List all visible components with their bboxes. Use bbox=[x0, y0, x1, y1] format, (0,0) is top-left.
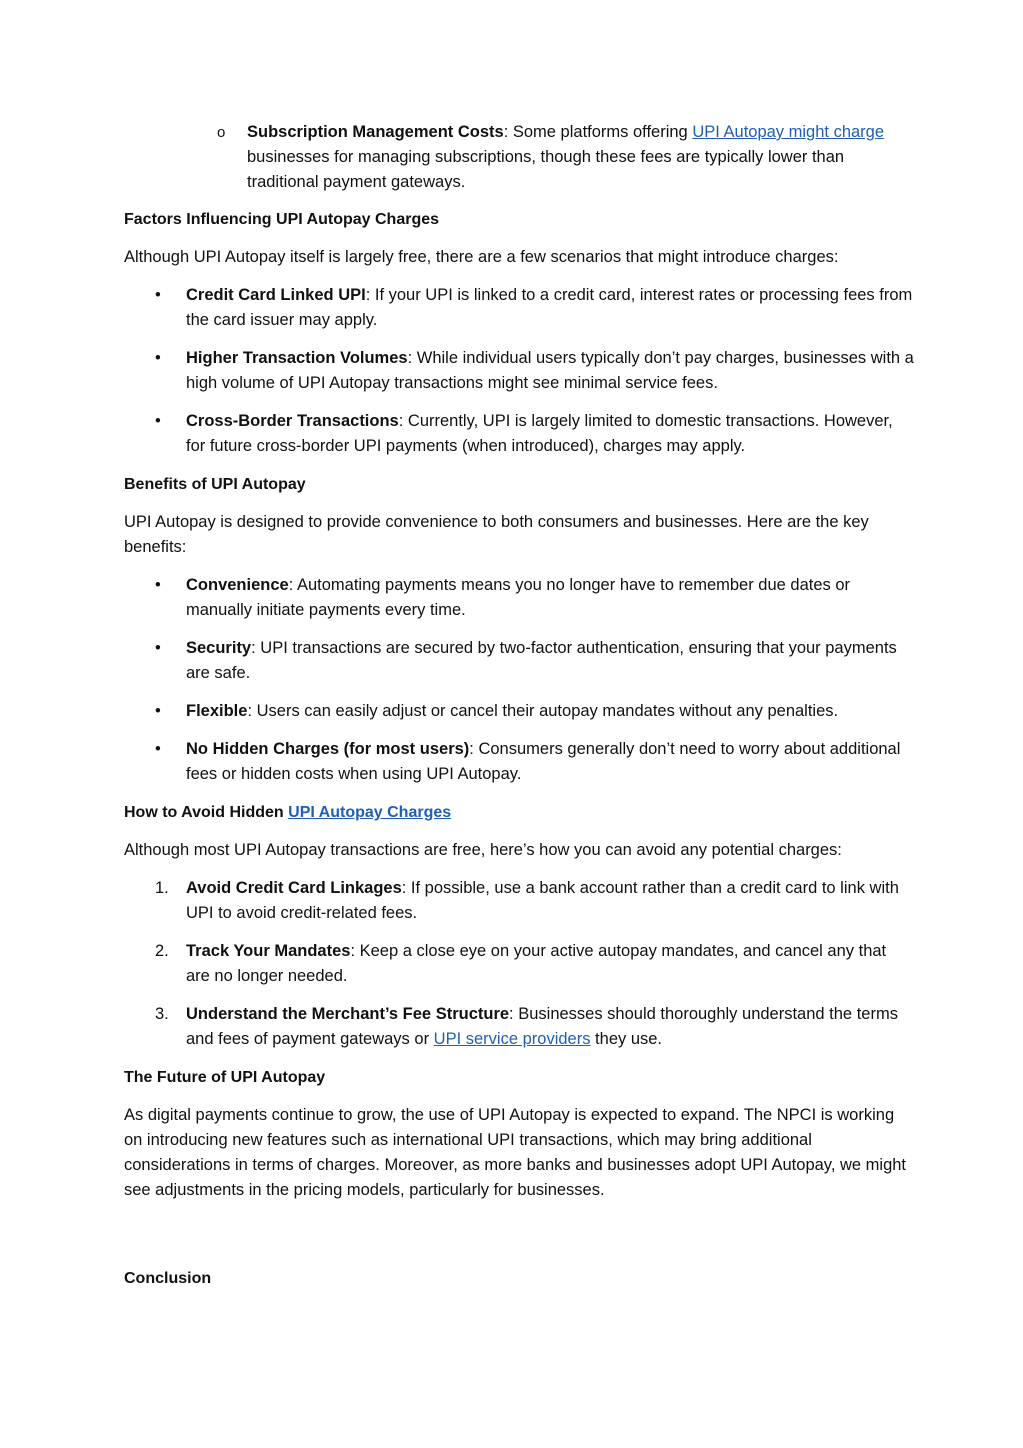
bullet-icon: • bbox=[155, 740, 161, 758]
item-text: : Users can easily adjust or cancel their autopay mandates without any penalties. bbox=[247, 702, 839, 720]
factors-list bbox=[124, 283, 914, 459]
item-text: : UPI transactions are secured by two-factor authentication, ensuring that your payments are safe. bbox=[186, 639, 897, 682]
avoid-heading-text: How to Avoid Hidden bbox=[124, 804, 289, 821]
list-item bbox=[124, 1002, 914, 1052]
item-title: Convenience bbox=[186, 576, 289, 594]
item-text: : Some platforms offering bbox=[503, 123, 693, 141]
subscription-costs-text bbox=[247, 120, 914, 195]
item-title: Flexible bbox=[186, 702, 248, 720]
item-text: they use. bbox=[590, 1030, 663, 1048]
item-title: Higher Transaction Volumes bbox=[186, 349, 408, 367]
list-item bbox=[124, 346, 914, 396]
item-text: businesses for managing subscriptions, though these fees are typically lower than traditional payment gateways. bbox=[247, 148, 845, 191]
item-text: : If possible, use a bank account rather than a credit card to link with UPI to avoid credit-related fees. bbox=[186, 879, 899, 922]
item-title: Credit Card Linked UPI bbox=[186, 286, 366, 304]
upi-autopay-charges-link[interactable]: UPI Autopay Charges bbox=[288, 804, 452, 821]
list-item bbox=[124, 737, 914, 787]
list-number: 1. bbox=[155, 879, 169, 897]
factors-heading: Factors Influencing UPI Autopay Charges bbox=[124, 211, 440, 228]
bullet-icon: • bbox=[155, 349, 161, 367]
list-item bbox=[124, 636, 914, 686]
avoid-intro: Although most UPI Autopay transactions are free, here’s how you can avoid any potential charges: bbox=[124, 841, 842, 859]
circle-bullet-icon: o bbox=[217, 124, 226, 141]
item-title: Understand the Merchant’s Fee Structure bbox=[186, 1005, 510, 1023]
subscription-costs-item bbox=[217, 120, 914, 195]
avoid-heading bbox=[124, 800, 914, 825]
item-text: : Currently, UPI is largely limited to domestic transactions. However, for future cross-border UPI payments (when introduced), charges may apply. bbox=[186, 412, 893, 455]
item-text: : Automating payments means you no longer have to remember due dates or manually initiate payments every time. bbox=[186, 576, 851, 619]
list-number: 3. bbox=[155, 1005, 169, 1023]
factors-intro: Although UPI Autopay itself is largely free, there are a few scenarios that might introduce charges: bbox=[124, 248, 839, 266]
item-title: Track Your Mandates bbox=[186, 942, 351, 960]
benefits-heading: Benefits of UPI Autopay bbox=[124, 476, 306, 493]
benefits-list bbox=[124, 573, 914, 787]
document-body bbox=[124, 120, 914, 1291]
list-item bbox=[124, 699, 914, 724]
list-item bbox=[124, 283, 914, 333]
item-text: : While individual users typically don’t pay charges, businesses with a high volume of UPI Autopay transactions might see minimal service fees. bbox=[186, 349, 914, 392]
list-item bbox=[124, 409, 914, 459]
item-title: Avoid Credit Card Linkages bbox=[186, 879, 402, 897]
list-item bbox=[124, 939, 914, 989]
benefits-intro: UPI Autopay is designed to provide convenience to both consumers and businesses. Here are the key benefits: bbox=[124, 513, 869, 556]
conclusion-heading: Conclusion bbox=[124, 1270, 212, 1287]
future-heading: The Future of UPI Autopay bbox=[124, 1069, 326, 1086]
item-text: : Keep a close eye on your active autopay mandates, and cancel any that are no longer needed. bbox=[186, 942, 887, 985]
upi-service-providers-link[interactable]: UPI service providers bbox=[433, 1030, 591, 1048]
bullet-icon: • bbox=[155, 576, 161, 594]
future-body: As digital payments continue to grow, the use of UPI Autopay is expected to expand. The NPCI is working on introducing new features such as international UPI transactions, which may bring additional considerations in terms of charges. Moreover, as more banks and businesses adopt UPI Autopay, we might see adjustments in the pricing models, particularly for businesses. bbox=[124, 1106, 907, 1199]
item-title: Subscription Management Costs bbox=[247, 123, 504, 141]
item-text: : Businesses should thoroughly understand the terms and fees of payment gateways or bbox=[186, 1005, 898, 1048]
bullet-icon: • bbox=[155, 412, 161, 430]
item-title: No Hidden Charges (for most users) bbox=[186, 740, 470, 758]
item-title: Security bbox=[186, 639, 252, 657]
list-number: 2. bbox=[155, 942, 169, 960]
item-title: Cross-Border Transactions bbox=[186, 412, 399, 430]
bullet-icon: • bbox=[155, 702, 161, 720]
item-text: : Consumers generally don’t need to worry about additional fees or hidden costs when using UPI Autopay. bbox=[186, 740, 901, 783]
upi-autopay-charge-link[interactable]: UPI Autopay might charge bbox=[692, 123, 885, 141]
item-text: : If your UPI is linked to a credit card, interest rates or processing fees from the card issuer may apply. bbox=[186, 286, 913, 329]
bullet-icon: • bbox=[155, 286, 161, 304]
bullet-icon: • bbox=[155, 639, 161, 657]
list-item bbox=[124, 876, 914, 926]
list-item bbox=[124, 573, 914, 623]
avoid-list bbox=[124, 876, 914, 1052]
